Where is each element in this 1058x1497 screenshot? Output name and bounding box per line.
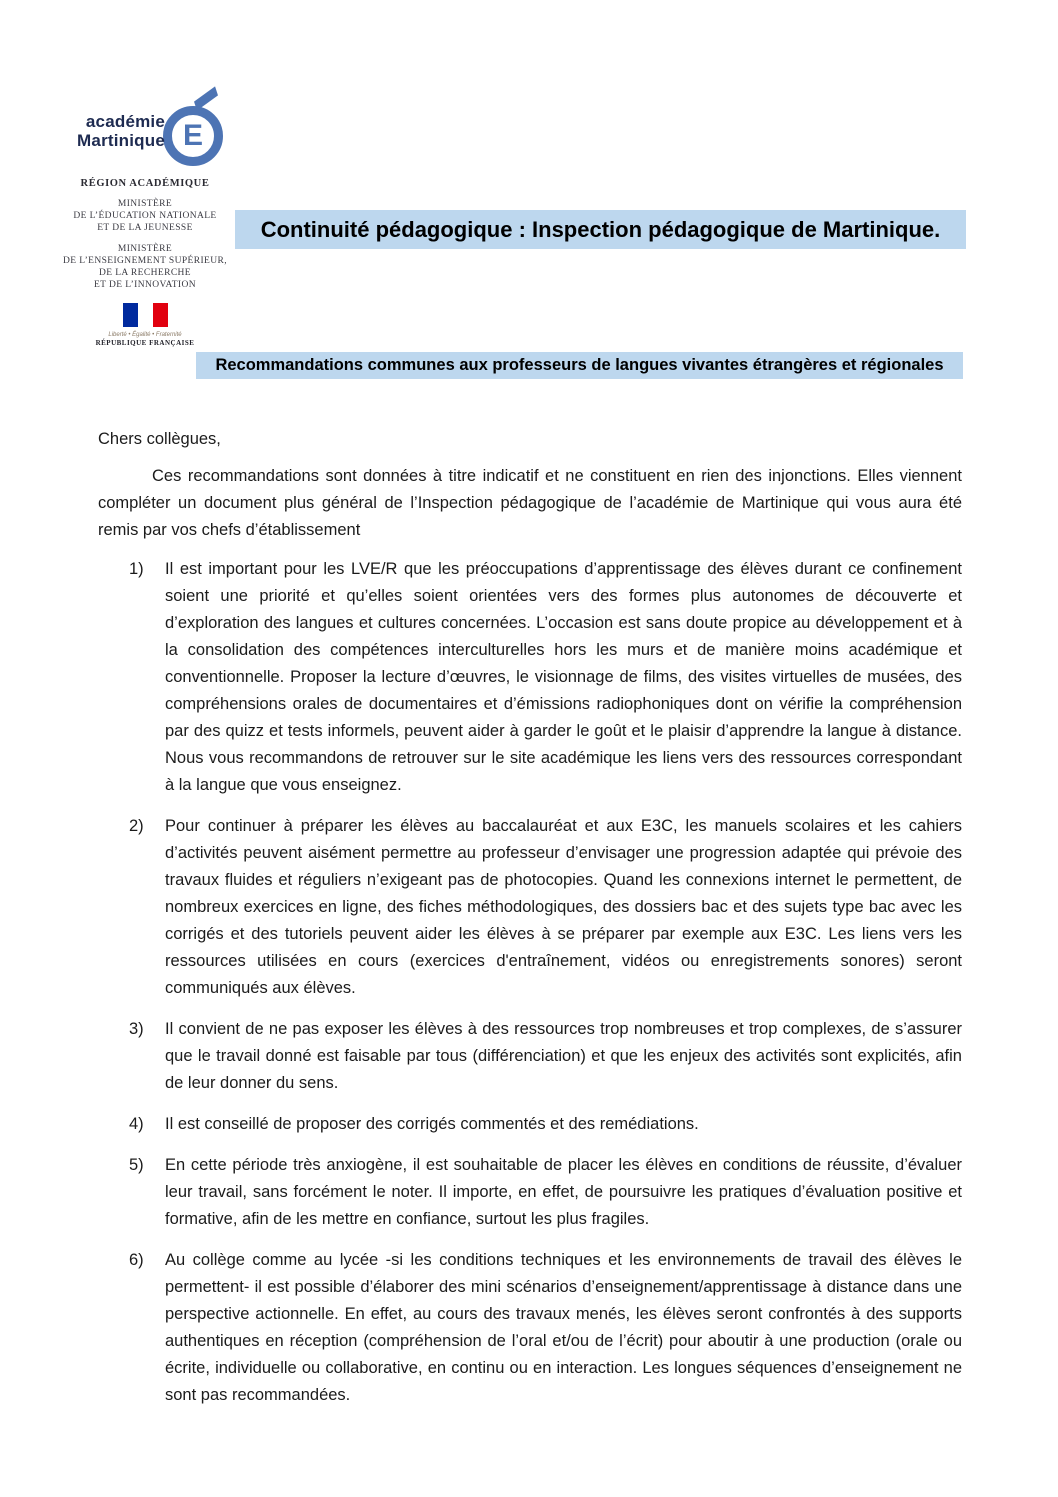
document-body: [98, 426, 962, 1423]
ministry-research-line3: DE LA RECHERCHE: [98, 268, 192, 278]
list-item-text: Il est important pour les LVE/R que les préoccupations d’apprentissage des élèves durant ce confinement soient une priorité et qu’elles soient orientées vers des formes plus autonomes de découverte et d’exploration des langues et cultures concernées. L’occasion est sans doute propice au développement et à la consolidation des compétences interculturelles hors les murs et de manière moins académique et conventionnelle. Proposer la lecture d’œuvres, le visionnage de films, des visites virtuelles de musées, des compréhensions orales de documentaires et d’émissions radiophoniques dont on vérifie la compréhension par des quizz et tests informels, peuvent aider à garder le goût et le plaisir d’apprendre la langue à distance. Nous vous recommandons de retrouver sur le site académique les liens vers des ressources correspondant à la langue que vous enseignez.: [165, 560, 962, 794]
list-item-text: Au collège comme au lycée -si les conditions techniques et les environnements de travail des élèves le permettent- il est possible d’élaborer des mini scénarios d’enseignement/apprentissage à distance dans une perspective actionnelle. En effet, au cours des travaux menés, les élèves seront confrontés à des supports authentiques en réception (compréhension de l’oral et/ou de l’écrit) pour aboutir à une production (orale ou écrite, individuelle ou collaborative, en continu ou en interaction. Les longues séquences d’enseignement ne sont pas recommandées.: [165, 1251, 962, 1404]
document-title: Continuité pédagogique : Inspection pédagogique de Martinique.: [260, 216, 941, 242]
list-item: [98, 1016, 962, 1097]
list-item-text: En cette période très anxiogène, il est souhaitable de placer les élèves en conditions de réussite, d’évaluer leur travail, sans forcément le noter. Il importe, en effet, de poursuivre les pratiques d’évaluation positive et formative, afin de les mettre en confiance, surtout les plus fragiles.: [165, 1156, 962, 1228]
list-item: [98, 813, 962, 1002]
intro-paragraph: Ces recommandations sont données à titre indicatif et ne constituent en rien des injonctions. Elles viennent compléter un document plus général de l’Inspection pédagogique de l’académie de Martinique qui vous aura été remis par vos chefs d’établissement: [98, 467, 962, 539]
logo-letter: E: [182, 119, 203, 152]
flag-motto: Liberté • Égalité • Fraternité: [108, 332, 182, 338]
ministry-research-line4: ET DE L’INNOVATION: [93, 280, 197, 290]
ministry-education-line3: ET DE LA JEUNESSE: [97, 223, 193, 233]
academy-wordmark-line1: académie: [85, 112, 165, 131]
list-item: [98, 556, 962, 799]
list-item-number: 1): [129, 560, 144, 578]
salutation: Chers collègues,: [98, 430, 221, 448]
list-item-text: Il est conseillé de proposer des corrigés commentés et des remédiations.: [165, 1115, 699, 1133]
academy-wordmark-row: [55, 92, 235, 170]
region-academique-label: RÉGION ACADÉMIQUE: [80, 178, 210, 189]
list-item: [98, 1247, 962, 1409]
document-subtitle: Recommandations communes aux professeurs de langues vivantes étrangères et régionales: [215, 356, 944, 374]
ministry-education-line1: MINISTÈRE: [117, 199, 173, 209]
flag-caption: RÉPUBLIQUE FRANÇAISE: [95, 339, 195, 347]
list-item-text: Il convient de ne pas exposer les élèves à des ressources trop nombreuses et trop complexes, de s’assurer que le travail donné est faisable par tous (différenciation) et que les enjeux des activités sont explicités, afin de leur donner du sens.: [165, 1020, 962, 1092]
academy-logo-block: [55, 92, 235, 348]
logo-ring-icon: [163, 106, 223, 166]
ministry-research-line2: DE L’ENSEIGNEMENT SUPÉRIEUR,: [63, 256, 227, 266]
list-item-number: 5): [129, 1156, 144, 1174]
list-item: [98, 1111, 962, 1138]
academy-wordmark-line2: Martinique: [77, 131, 165, 150]
list-item-number: 4): [129, 1115, 144, 1133]
republique-francaise-logo: [55, 303, 235, 348]
academie-logo-icon: [161, 92, 227, 170]
list-item: [98, 1152, 962, 1233]
list-item-number: 3): [129, 1020, 144, 1038]
list-item-text: Pour continuer à préparer les élèves au baccalauréat et aux E3C, les manuels scolaires et les cahiers d’activités peuvent aisément permettre au professeur d’envisager une progression adaptée qui prévoie des travaux fluides et réguliers n’exigeant pas de photocopies. Quand les connexions internet le permettent, de nombreux exercices en ligne, des fiches méthodologiques, des dossiers bac et des sujets type bac avec les corrigés et des tutoriels peuvent aider les élèves à se préparer par exemple aux E3C. Les liens vers les ressources utilisées en cours (exercices d'entraînement, vidéos ou enregistrements sonores) seront communiqués aux élèves.: [165, 817, 962, 997]
list-item-number: 2): [129, 817, 144, 835]
document-title-banner: [235, 210, 966, 249]
ministry-education-label: [55, 198, 235, 234]
ministry-research-line1: MINISTÈRE: [117, 244, 173, 254]
ministry-research-label: [55, 243, 235, 291]
recommendations-list: [98, 556, 962, 1409]
ministry-education-line2: DE L’ÉDUCATION NATIONALE: [73, 211, 217, 221]
list-item-number: 6): [129, 1251, 144, 1269]
document-subtitle-banner: [196, 352, 963, 379]
french-flag-icon: [123, 303, 168, 327]
academy-wordmark: [77, 112, 165, 150]
